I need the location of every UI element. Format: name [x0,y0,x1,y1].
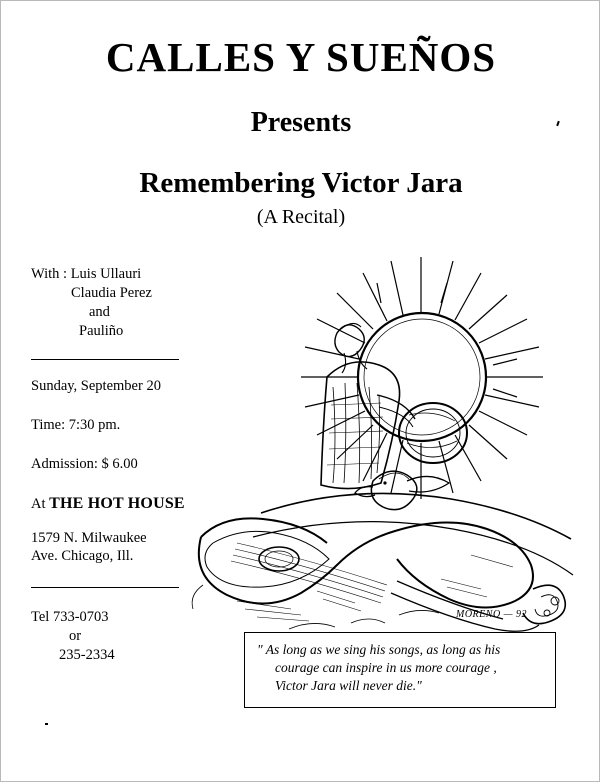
performers-block [31,265,211,341]
with-label: With : [31,266,68,282]
tel-number-alt: 235-2334 [59,647,115,663]
quote-box [244,632,556,708]
venue-name: THE HOT HOUSE [49,495,185,512]
tel-label: Tel [31,609,50,625]
performer-and: and [89,304,110,320]
show-subtitle: (A Recital) [256,206,346,228]
venue-prefix: At [31,496,50,512]
venue-line [31,495,211,513]
contact-block [31,608,211,665]
quote-line-3: Victor Jara will never die." [275,678,422,693]
divider-top [31,359,179,360]
presents-label: Presents [250,107,352,138]
divider-bottom [31,587,179,588]
performer-name-3: Pauliño [79,323,124,339]
scan-speck [45,723,48,725]
venue-address [31,529,211,565]
tel-or: or [69,628,82,644]
info-column [31,265,211,665]
address-line-2: Ave. Chicago, Ill. [31,548,134,564]
performer-name-2: Claudia Perez [71,285,152,301]
event-date: Sunday, September 20 [31,378,161,394]
quote-line-2: courage can inspire in us more courage , [275,660,497,675]
page-title: CALLES Y SUEÑOS [105,34,497,80]
performer-name-1: Luis Ullauri [70,266,142,282]
tel-number: 733-0703 [52,609,109,625]
show-title: Remembering Victor Jara [139,167,463,199]
address-line-1: 1579 N. Milwaukee [31,530,147,546]
event-admission: Admission: $ 6.00 [31,456,138,472]
artist-signature: MORENO — 92 [456,609,528,620]
event-time: Time: 7:30 pm. [31,417,121,433]
quote-line-1: " As long as we sing his songs, as long as his [257,642,501,657]
